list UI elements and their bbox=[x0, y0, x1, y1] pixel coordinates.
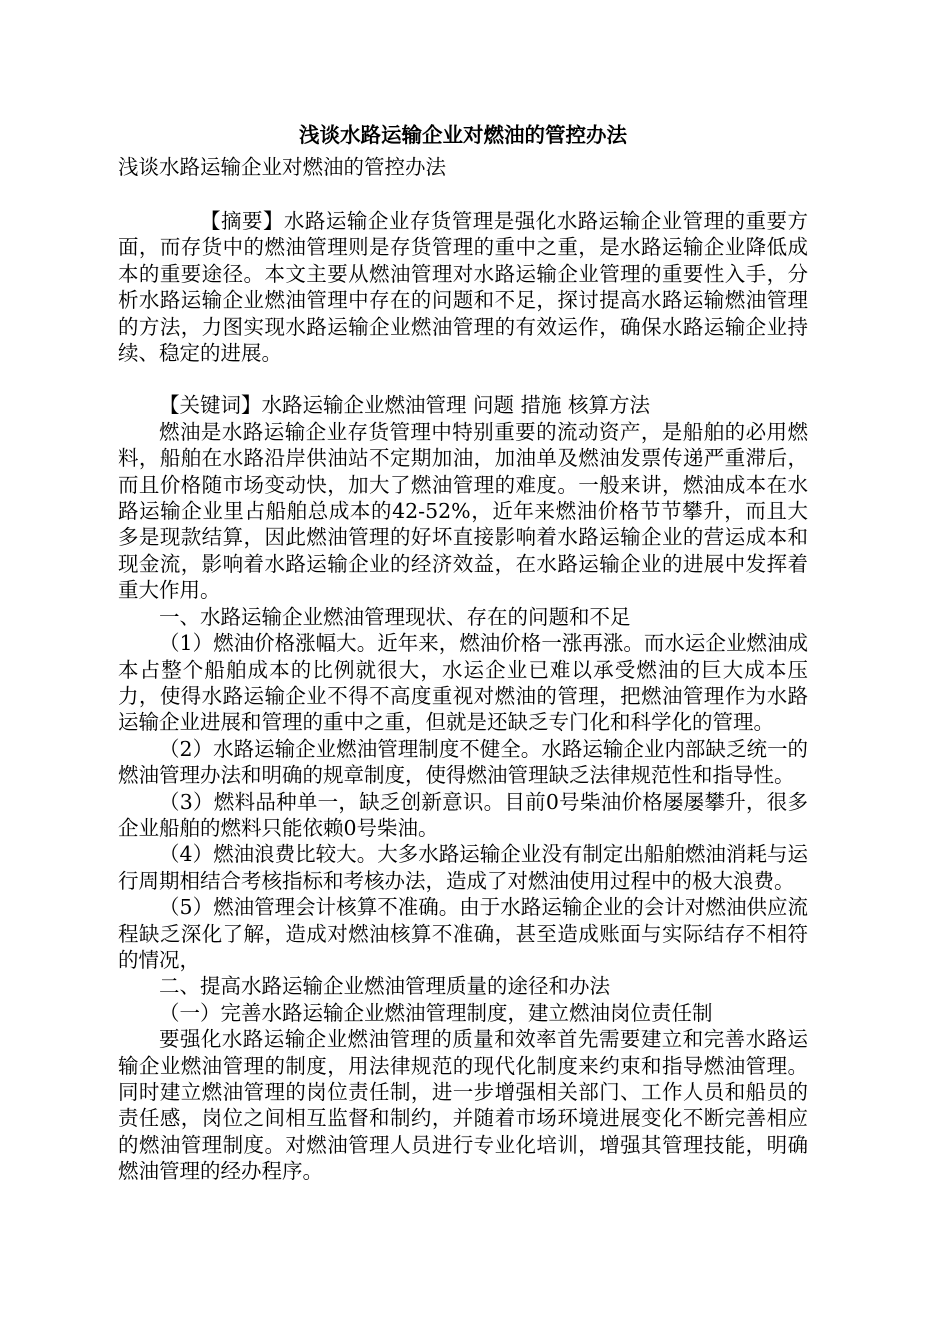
abstract-paragraph: 【摘要】水路运输企业存货管理是强化水路运输企业管理的重要方面，而存货中的燃油管理则是存货管理的重中之重，是水路运输企业降低成本的重要途径。本文主要从燃油管理对水路运输企业管理的重要性入手，分析水路运输企业燃油管理中存在的问题和不足，探讨提高水路运输燃油管理的方法，力图实现水路运输企业燃油管理的有效运作，确保水路运输企业持续、稳定的进展。 bbox=[118, 209, 808, 366]
document-page bbox=[118, 118, 808, 1185]
body-paragraph: （4）燃油浪费比较大。大多水路运输企业没有制定出船舶燃油消耗与运行周期相结合考核指标和考核办法，造成了对燃油使用过程中的极大浪费。 bbox=[118, 842, 808, 893]
body-paragraph: （5）燃油管理会计核算不准确。由于水路运输企业的会计对燃油供应流程缺乏深化了解，造成对燃油核算不准确，甚至造成账面与实际结存不相符的情况， bbox=[118, 895, 808, 972]
section-heading-2: 二、提高水路运输企业燃油管理质量的途径和办法 bbox=[159, 974, 610, 999]
body-paragraph: （1）燃油价格涨幅大。近年来，燃油价格一涨再涨。而水运企业燃油成本占整个船舶成本的比例就很大，水运企业已难以承受燃油的巨大成本压力，使得水路运输企业不得不高度重视对燃油的管理，把燃油管理作为水路运输企业进展和管理的重中之重，但就是还缺乏专门化和科学化的管理。 bbox=[118, 631, 808, 735]
body-paragraph: 燃油是水路运输企业存货管理中特别重要的流动资产，是船舶的必用燃料，船舶在水路沿岸供油站不定期加油，加油单及燃油发票传递严重滞后，而且价格随市场变动快，加大了燃油管理的难度。一般来讲，燃油成本在水路运输企业里占船舶总成本的42-52%，近年来燃油价格节节攀升，而且大多是现款结算，因此燃油管理的好坏直接影响着水路运输企业的营运成本和现金流，影响着水路运输企业的经济效益，在水路运输企业的进展中发挥着重大作用。 bbox=[118, 419, 808, 603]
section-heading-1: 一、水路运输企业燃油管理现状、存在的问题和不足 bbox=[159, 604, 631, 629]
document-subtitle: 浅谈水路运输企业对燃油的管控办法 bbox=[118, 155, 446, 179]
keywords-line: 【关键词】水路运输企业燃油管理 问题 措施 核算方法 bbox=[159, 393, 651, 418]
body-paragraph: 要强化水路运输企业燃油管理的质量和效率首先需要建立和完善水路运输企业燃油管理的制度，用法律规范的现代化制度来约束和指导燃油管理。同时建立燃油管理的岗位责任制，进一步增强相关部门、工作人员和船员的责任感，岗位之间相互监督和制约，并随着市场环境进展变化不断完善相应的燃油管理制度。对燃油管理人员进行专业化培训，增强其管理技能，明确燃油管理的经办程序。 bbox=[118, 1027, 808, 1184]
subsection-heading: （一）完善水路运输企业燃油管理制度，建立燃油岗位责任制 bbox=[159, 1000, 713, 1025]
body-paragraph: （2）水路运输企业燃油管理制度不健全。水路运输企业内部缺乏统一的燃油管理办法和明确的规章制度，使得燃油管理缺乏法律规范性和指导性。 bbox=[118, 736, 808, 788]
body-paragraph: （3）燃料品种单一，缺乏创新意识。目前0号柴油价格屡屡攀升，很多企业船舶的燃料只能依赖0号柴油。 bbox=[118, 789, 808, 840]
document-title: 浅谈水路运输企业对燃油的管控办法 bbox=[299, 123, 627, 147]
